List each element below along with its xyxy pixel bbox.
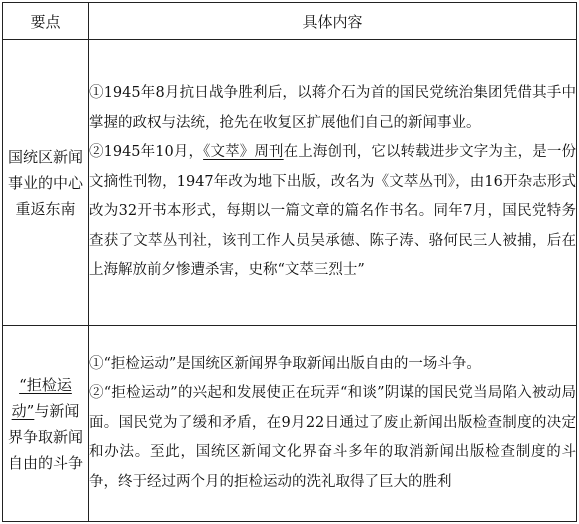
paragraph-text: ①1945年8月抗日战争胜利后，以蒋介石为首的国民党统治集团凭借其手中掌握的政权与法统，抢先在收复区扩展他们自己的新闻事业。 — [89, 85, 576, 131]
notes-table — [2, 2, 577, 522]
content-paragraph — [89, 379, 576, 497]
row-content-cell — [89, 326, 577, 522]
table-header-row — [3, 3, 577, 40]
content-paragraph — [89, 138, 576, 286]
table-row — [3, 40, 577, 326]
row-content-cell — [89, 40, 577, 326]
paragraph-text: 在上海创刊，它以转载进步文字为主，是一份文摘性刊物，1947年改为地下出版，改名为《文萃丛刊》，由16开杂志形式改为32开书本形式，每期以一篇文章的篇名作书名。同年7月，国民党特务查获了文萃丛刊社，该刊工作人员吴承德、陈子涛、骆何民三人被捕，后在上海解放前夕惨遭杀害，史称“文萃三烈士” — [89, 144, 577, 279]
row-key: 国统区新闻事业的中心重返东南 — [7, 147, 83, 218]
content-paragraph — [89, 350, 576, 380]
row-key-cell — [3, 40, 89, 326]
paragraph-text: ①“拒检运动”是国统区新闻界争取新闻出版自由的一场斗争。 — [89, 355, 481, 372]
row-key-rest: 与新闻界争取新闻自由的斗争 — [7, 401, 83, 472]
anti-censorship-link[interactable]: “拒检运动” — [11, 375, 72, 420]
row-key-cell — [3, 326, 89, 522]
header-content: 具体内容 — [89, 3, 577, 40]
header-key: 要点 — [3, 3, 89, 40]
wenxuan-weekly-link[interactable]: 《文萃》周刊 — [203, 144, 284, 161]
row-key — [3, 372, 88, 476]
paragraph-text: ②1945年10月， — [89, 144, 204, 161]
paragraph-text: ②“拒检运动”的兴起和发展使正在玩弄“和谈”阴谋的国民党当局陷入被动局面。国民党为了缓和矛盾，在9月22日通过了废止新闻出版检查制度的决定和办法。至此，国统区新闻文化界奋斗多年的取消新闻出版检查制度的斗争，终于经过两个月的拒检运动的洗礼取得了巨大的胜利 — [89, 385, 576, 490]
table-row — [3, 326, 577, 522]
content-paragraph — [89, 79, 576, 138]
